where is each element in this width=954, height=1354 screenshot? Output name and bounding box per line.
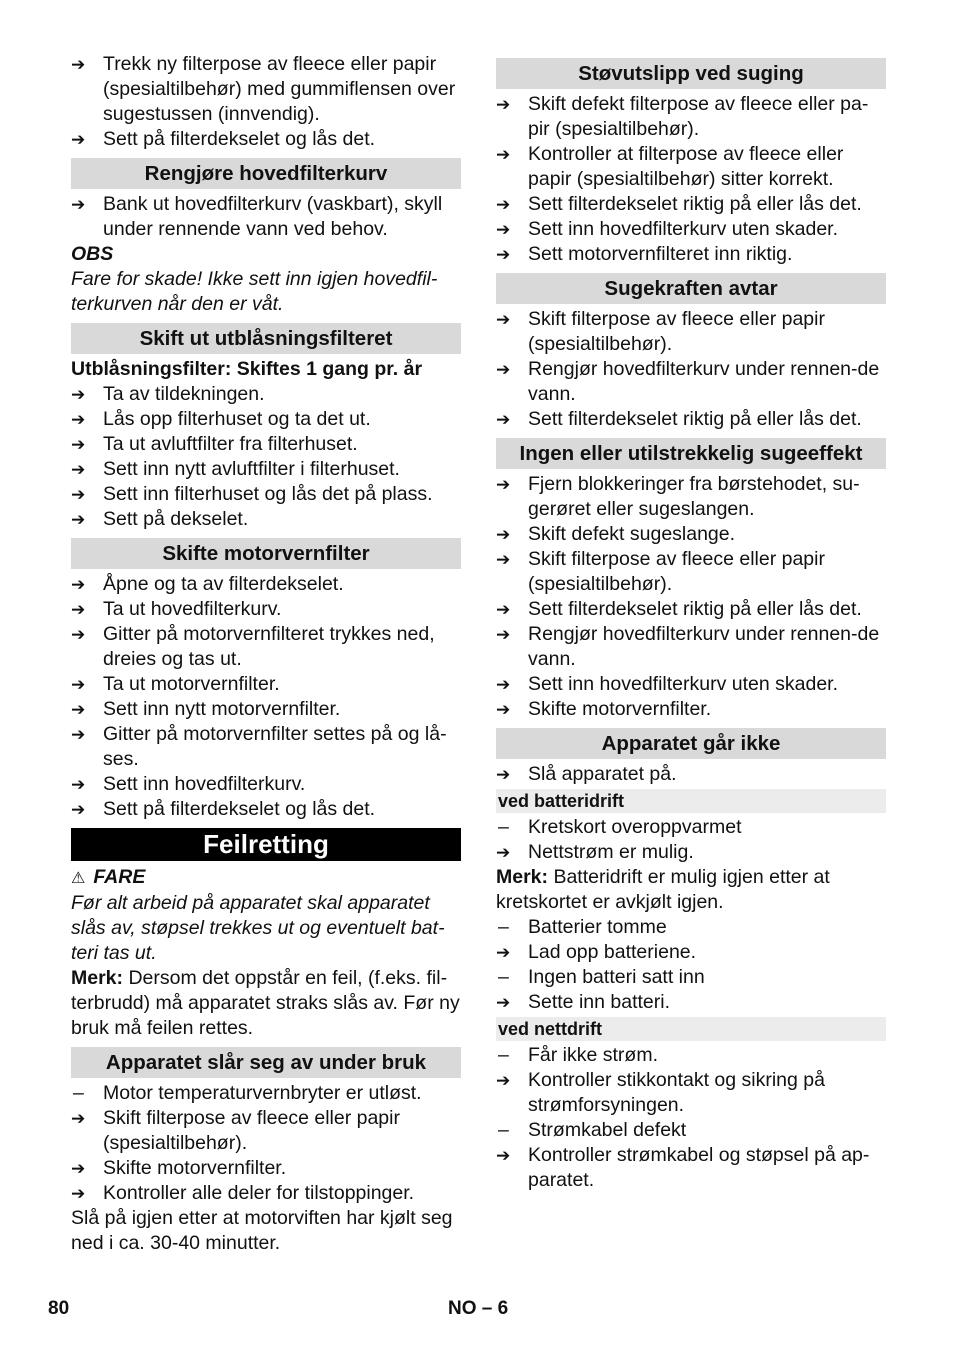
merk-note [71,966,461,1041]
arrow-icon [496,1143,528,1193]
step-item [71,407,461,432]
arrow-icon [71,457,103,482]
merk-label: Merk: [496,866,549,888]
item-text: Skift filterpose av fleece eller papir (spesialtilbehør). [103,1107,400,1154]
item-text: Lås opp filterhuset og ta det ut. [103,408,371,430]
item-text: Sett på filterdekselet og lås det. [103,128,376,150]
step-item [496,92,886,142]
arrow-icon [496,940,528,965]
subsection-heading: ved batteridrift [496,789,886,813]
item-text: Skift defekt filterpose av fleece eller pa-pir (spesialtilbehør). [528,93,869,140]
step-item [496,762,886,787]
arrow-icon [71,697,103,722]
warning-icon: ⚠ [71,870,86,887]
step-item [496,142,886,192]
item-text: Sette inn batteri. [528,991,671,1013]
arrow-icon [496,547,528,597]
dash-icon [496,915,528,940]
left-column [71,52,461,1256]
item-text: Ta av tildekningen. [103,383,265,405]
merk-text: Batteridrift er mulig igjen etter at kretskortet er avkjølt igjen. [496,866,830,913]
item-text: Sett filterdekselet riktig på eller lås det. [528,598,862,620]
warning-text: FARE [93,866,146,888]
arrow-icon [71,672,103,697]
arrow-icon [71,1156,103,1181]
item-text: Kontroller alle deler for tilstoppinger. [103,1182,415,1204]
item-text: Gitter på motorvernfilter settes på og lå-ses. [103,723,447,770]
item-text: Sett filterdekselet riktig på eller lås det. [528,193,862,215]
arrow-icon [71,772,103,797]
item-text: Sett inn hovedfilterkurv. [103,773,306,795]
step-item [496,597,886,622]
step-item [496,547,886,597]
item-text: Sett inn hovedfilterkurv uten skader. [528,673,839,695]
item-text: Skift filterpose av fleece eller papir (spesialtilbehør). [528,308,825,355]
step-item [71,382,461,407]
arrow-icon [496,597,528,622]
arrow-icon [496,697,528,722]
step-item [71,772,461,797]
step-item [496,940,886,965]
italic-note: Fare for skade! Ikke sett inn igjen hovedfil-terkurven når den er våt. [71,268,438,315]
section-heading: Skift ut utblåsningsfilteret [71,323,461,354]
dash-icon [496,965,528,990]
step-item [71,697,461,722]
item-text: Sett filterdekselet riktig på eller lås det. [528,408,862,430]
arrow-icon [71,597,103,622]
arrow-icon [496,217,528,242]
item-text: Ta ut hovedfilterkurv. [103,598,282,620]
step-item [496,697,886,722]
subsection-heading: ved nettdrift [496,1017,886,1041]
item-text: Batterier tomme [528,916,667,938]
step-item [71,572,461,597]
item-text: Sett inn nytt motorvernfilter. [103,698,341,720]
item-text: Fjern blokkeringer fra børstehodet, su-gerøret eller sugeslangen. [528,473,860,520]
page-number: 80 [48,1298,70,1319]
dash-icon [496,815,528,840]
cause-item [496,1118,886,1143]
item-text: Strømkabel defekt [528,1119,687,1141]
step-item [71,797,461,822]
item-text: Rengjør hovedfilterkurv under rennen-de vann. [528,358,880,405]
item-text: Ta ut motorvernfilter. [103,673,280,695]
arrow-icon [71,1106,103,1156]
item-text: Sett motorvernfilteret inn riktig. [528,243,793,265]
step-item [496,472,886,522]
arrow-icon [496,622,528,672]
arrow-icon [496,522,528,547]
arrow-icon [71,192,103,242]
dash-icon [496,1118,528,1143]
arrow-icon [71,127,103,152]
item-text: Sett inn nytt avluftfilter i filterhuset. [103,458,400,480]
step-item [71,127,461,152]
arrow-icon [496,192,528,217]
merk-text: Dersom det oppstår en feil, (f.eks. fil-terbrudd) må apparatet straks slås av. Før ny bruk må feilen rettes. [71,967,460,1039]
merk-label: Merk: [71,967,124,989]
step-item [496,307,886,357]
item-text: Sett på filterdekselet og lås det. [103,798,376,820]
item-text: Skifte motorvernfilter. [103,1157,287,1179]
italic-note: Før alt arbeid på apparatet skal apparatet slås av, støpsel trekkes ut og eventuelt bat-teri tas ut. [71,892,445,964]
step-item [496,357,886,407]
dash-icon [71,1081,103,1106]
item-text: Trekk ny filterpose av fleece eller papir (spesialtilbehør) med gummiflensen over sugestussen (innvendig). [103,53,456,125]
cause-item [496,1043,886,1068]
cause-item [496,965,886,990]
step-item [496,192,886,217]
step-item [71,672,461,697]
arrow-icon [496,1068,528,1118]
arrow-icon [496,92,528,142]
item-text: Sett inn hovedfilterkurv uten skader. [528,218,839,240]
arrow-icon [71,1181,103,1206]
section-heading: Støvutslipp ved suging [496,58,886,89]
item-text: Lad opp batteriene. [528,941,697,963]
step-item [496,672,886,697]
section-heading: Rengjøre hovedfilterkurv [71,158,461,189]
section-heading: Skifte motorvernfilter [71,538,461,569]
arrow-icon [71,797,103,822]
arrow-icon [71,432,103,457]
section-heading: Sugekraften avtar [496,273,886,304]
item-text: Ingen batteri satt inn [528,966,705,988]
item-text: Slå apparatet på. [528,763,677,785]
arrow-icon [496,990,528,1015]
arrow-icon [71,722,103,772]
note-label: OBS [71,243,114,265]
item-text: Sett inn filterhuset og lås det på plass. [103,483,433,505]
step-item [496,990,886,1015]
cause-item [71,1081,461,1106]
step-item [71,622,461,672]
item-text: Åpne og ta av filterdekselet. [103,573,344,595]
step-item [496,1068,886,1118]
item-text: Bank ut hovedfilterkurv (vaskbart), skyll under rennende vann ved behov. [103,193,443,240]
arrow-icon [71,382,103,407]
arrow-icon [71,572,103,597]
step-item [71,1156,461,1181]
step-item [71,722,461,772]
item-text: Kontroller stikkontakt og sikring på strømforsyningen. [528,1069,825,1116]
arrow-icon [496,242,528,267]
right-column [496,52,886,1193]
section-heading: Apparatet går ikke [496,728,886,759]
step-item [71,457,461,482]
arrow-icon [496,762,528,787]
item-text: Skift defekt sugeslange. [528,523,736,545]
section-heading: Apparatet slår seg av under bruk [71,1047,461,1078]
step-item [71,597,461,622]
arrow-icon [71,52,103,127]
arrow-icon [496,407,528,432]
dash-icon [496,1043,528,1068]
arrow-icon [496,357,528,407]
step-item [496,242,886,267]
item-text: Kretskort overoppvarmet [528,816,742,838]
arrow-icon [496,307,528,357]
arrow-icon [496,840,528,865]
item-text: Ta ut avluftfilter fra filterhuset. [103,433,358,455]
arrow-icon [71,407,103,432]
item-text: Rengjør hovedfilterkurv under rennen-de vann. [528,623,880,670]
page-label: NO – 6 [448,1298,509,1319]
step-item [496,622,886,672]
section-heading: Ingen eller utilstrekkelig sugeeffekt [496,438,886,469]
item-text: Gitter på motorvernfilteret trykkes ned, dreies og tas ut. [103,623,435,670]
item-text: Nettstrøm er mulig. [528,841,694,863]
step-item [496,217,886,242]
step-item [496,522,886,547]
step-item [71,482,461,507]
item-text: Skifte motorvernfilter. [528,698,712,720]
warning-label [71,865,461,891]
paragraph: Slå på igjen etter at motorviften har kjølt seg ned i ca. 30-40 minutter. [71,1207,453,1254]
merk-note [496,865,886,915]
arrow-icon [496,672,528,697]
bold-line: Utblåsningsfilter: Skiftes 1 gang pr. år [71,358,423,380]
item-text: Kontroller at filterpose av fleece eller papir (spesialtilbehør) sitter korrekt. [528,143,844,190]
arrow-icon [496,472,528,522]
step-item [71,1181,461,1206]
item-text: Kontroller strømkabel og støpsel på ap-paratet. [528,1144,870,1191]
item-text: Skift filterpose av fleece eller papir (spesialtilbehør). [528,548,825,595]
cause-item [496,815,886,840]
item-text: Sett på dekselet. [103,508,249,530]
arrow-icon [71,482,103,507]
step-item [496,1143,886,1193]
step-item [496,840,886,865]
step-item [71,507,461,532]
step-item [71,432,461,457]
cause-item [496,915,886,940]
step-item [71,1106,461,1156]
arrow-icon [71,622,103,672]
arrow-icon [496,142,528,192]
arrow-icon [71,507,103,532]
step-item [71,52,461,127]
step-item [496,407,886,432]
item-text: Får ikke strøm. [528,1044,658,1066]
item-text: Motor temperaturvernbryter er utløst. [103,1082,422,1104]
step-item [71,192,461,242]
chapter-heading: Feilretting [71,828,461,861]
